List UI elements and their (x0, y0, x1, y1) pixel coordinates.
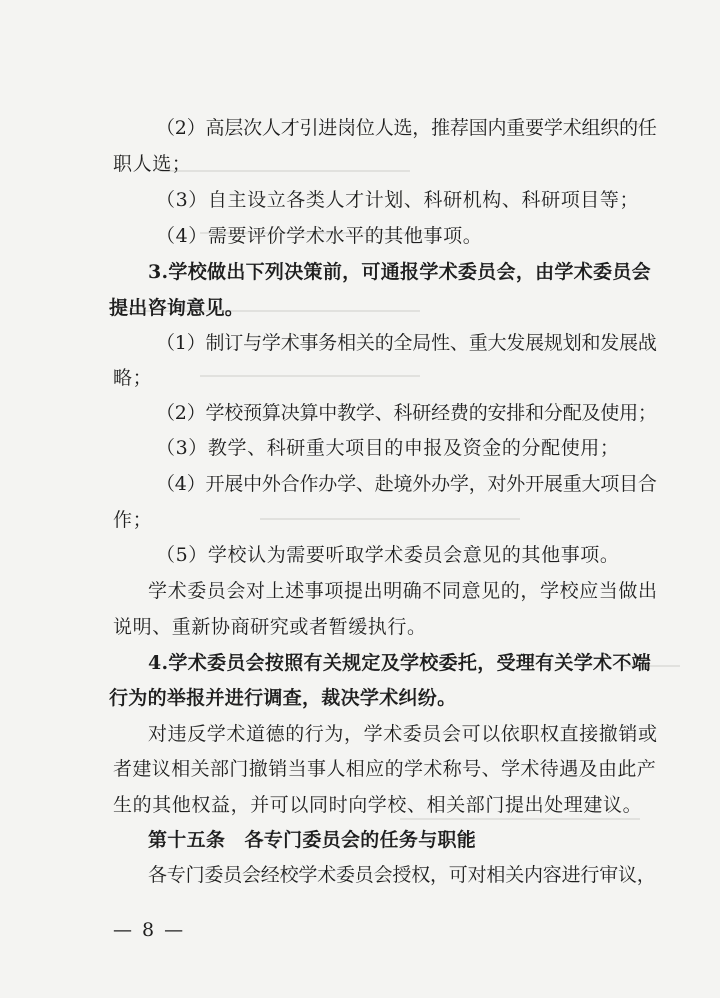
text-line: 职人选； (113, 153, 192, 175)
text-line: 生的其他权益，并可以同时向学校、相关部门提出处理建议。 (113, 794, 643, 816)
bleed-through-mark (400, 818, 640, 820)
section-heading: 3.学校做出下列决策前，可通报学术委员会，由学术委员会 (148, 261, 651, 283)
article-heading: 第十五条 各专门委员会的任务与职能 (148, 829, 477, 851)
bleed-through-mark (160, 170, 410, 172)
text-line: 略； (113, 367, 153, 389)
text-line: 学术委员会对上述事项提出明确不同意见的，学校应当做出 (148, 580, 658, 602)
bleed-through-mark (200, 375, 420, 377)
section-heading: 4.学术委员会按照有关规定及学校委托，受理有关学术不端 (148, 652, 651, 674)
text-line: 说明、重新协商研究或者暂缓执行。 (113, 616, 427, 638)
text-line: 各专门委员会经校学术委员会授权，可对相关内容进行审议， (148, 864, 656, 886)
section-heading: 提出咨询意见。 (109, 297, 245, 319)
text-line: 对违反学术道德的行为，学术委员会可以依职权直接撤销或 (148, 723, 658, 745)
text-line: （3）自主设立各类人才计划、科研机构、科研项目等； (156, 189, 640, 211)
text-line: （2）学校预算决算中教学、科研经费的安排和分配及使用； (156, 402, 657, 424)
page-number: — 8 — (113, 919, 186, 941)
text-line: （3）教学、科研重大项目的申报及资金的分配使用； (156, 437, 620, 459)
text-line: （2）高层次人才引进岗位人选，推荐国内重要学术组织的任 (156, 117, 657, 139)
bleed-through-mark (260, 518, 520, 520)
text-line: （4）需要评价学术水平的其他事项。 (156, 225, 483, 247)
text-line: 作； (113, 509, 153, 531)
text-line: （1）制订与学术事务相关的全局性、重大发展规划和发展战 (156, 332, 657, 354)
text-line: （5）学校认为需要听取学术委员会意见的其他事项。 (156, 544, 620, 566)
text-line: 者建议相关部门撤销当事人相应的学术称号、学术待遇及由此产 (113, 758, 657, 780)
section-heading: 行为的举报并进行调查，裁决学术纠纷。 (109, 687, 457, 709)
text-line: （4）开展中外合作办学、赴境外办学，对外开展重大项目合 (156, 473, 657, 495)
